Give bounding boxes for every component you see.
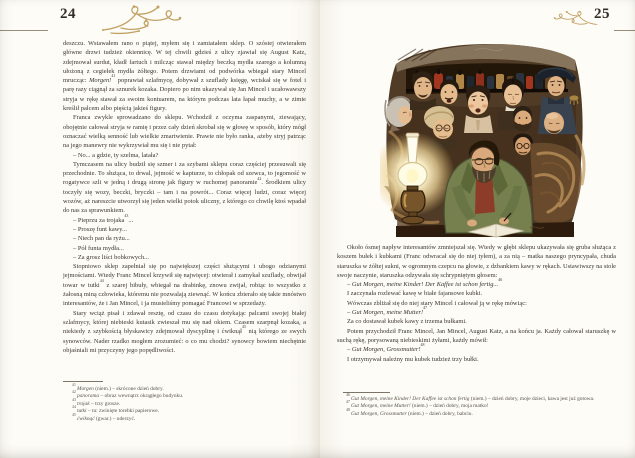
page-25-footnotes: $^{46}$ Gut Morgen, meine Kinder! Der Kaffee ist schon fertig (niem.) – dzień dobry, moje dzieci, kawa jest już gotowa. $^{47}$ Gut Morgen, meine Mutter! (niem.) – dzień dobry, moja matko! $^{48}$ Gut Morgen, Grossmutter (niem.) – dzień dobry, babciu. bbox=[346, 393, 595, 417]
footnote-rule-left bbox=[63, 381, 103, 382]
page-24-footnotes: $^{41}$ Morgen (niem.) – skrócone dzień dobry. $^{42}$ panorama – obraz wewnątrz okrągłego budynku. $^{43}$ trojak – trzy grosze. $^{44}$ tutki – tu: zwinięte torebki papierowe. $^{45}$ ćwiknąć (gwar.) – uderzyć. bbox=[72, 383, 184, 422]
page-25 bbox=[320, 0, 635, 458]
page-number-right: 25 bbox=[594, 6, 610, 22]
bearded-man bbox=[513, 106, 532, 132]
page-25-body-text: Około ósmej napływ interesantów zmniejszał się. Wtedy w głębi sklepu ukazywała się gruba służąca z koszem bułek i kubkami (Franc odwracał się do niej tyłem), a za nią – matka naszego pryncypała, chuda staruszka w żółtej sukni, w ogromnym czepcu na głowie, z dzbankiem kawy w rękach. Ustawiwszy na stole swoje naczynie, staruszka odzywała się schrypniętym głosem: – Gut Morgen, meine Kinder! Der Kaffee ist schon fertig...$^{46}$ I zaczynała rozlewać kawę w białe fajansowe kubki. Wówczas zbliżał się do niej stary Mincel i całował ją w rękę mówiąc: – Gut Morgen, meine Mutter!$^{47}$ Za co dostawał kubek kawy z trzema bułkami. Potem przychodził Franc Mincel, Jan Mincel, August Katz, a na końcu ja. Każdy całował staruszkę w suchą rękę, porysowaną niebieskimi żyłami, każdy mówił: – Gut Morgen, Grossmutter!$^{48}$ I otrzymywał należny mu kubek tudzież trzy bułki. bbox=[337, 244, 616, 363]
shop-illustration bbox=[380, 36, 589, 238]
page-24-body-text: deszczu. Wstawałem rano o piątej, myłem się i zamiatałem sklep. O szóstej otwierałem główne drzwi tudzież okiennicę. W tej chwili gdzieś z ulicy zjawiał się August Katz, zdejmował surdut, kładł fartuch i milcząc stawał między beczką mydła szarego a kolumną ułożoną z cegiełek mydła żółtego. Potem drzwiami od podwórka wbiegał stary Mincel mrucząc: Morgen!$^{41}$ poprawiał szlafmycę, dobywał z szuflady księgę, wciskał się w fotel i parę razy ciągnął za sznurek kozaka. Dopiero po nim ukazywał się Jan Mincel i ucałowawszy stryja w rękę stawał za swoim kontuarem, na którym podczas lata łapał muchy, a w zimie kreślił palcem albo pięścią jakieś figury. Franca zwykle sprowadzano do sklepu. Wchodził z oczyma zaspanymi, ziewający, obojętnie całował stryja w ramię i przez cały dzień skrobał się w głowę w sposób, który mógł oznaczać wielką senność lub wielkie zmartwienie. Prawie nie było ranka, ażeby stryj patrząc na jego manewry nie wykrzywiał mu się i nie pytał: – No... a gdzie, ty szelma, latała? Tymczasem na ulicy budził się szmer i za szybami sklepu coraz częściej przesuwali się przechodnie. To służąca, to drwal, jejmość w kapturze, to chłopak od szewca, to jegomość w rogatywce szli w jedną i drugą stronę jak figury w ruchomej panoramie$^{42}$. Środkiem ulicy toczyły się wozy, beczki, bryczki – tam i na powrót... Coraz więcej ludzi, coraz więcej wozów, aż nareszcie utworzył się jeden wielki potok uliczny, z którego co chwilę ktoś wpadał do nas za sprawunkiem. – Pieprzu za trojaka$^{43}$... – Proszę funt kawy... – Niech pan da ryżu... – Pół funta mydła... – Za grosz liści bobkowych... Stopniowo sklep zapełniał się po największej części służącymi i ubogo odzianymi jejmościami. Wtedy Franc Mincel krzywił się najwięcej: otwierał i zamykał szuflady, obwijał towar w tutki$^{44}$ z szarej bibuły, wbiegał na drabinkę, znowu zwijał, robiąc to wszystko z żałosną miną człowieka, któremu nie pozwalają ziewnąć. W końcu zbierało się takie mnóstwo interesantów, że i Jan Mincel, i ja musieliśmy pomagać Francowi w sprzedaży. Stary wciąż pisał i zdawał resztę, od czasu do czasu dotykając palcami swojej białej szlafmycy, której niebieski kutasik zwieszał mu się nad okiem. Czasem szarpnął kozaka, a niekiedy z szybkością błyskawicy zdejmował dyscyplinę i ćwiknął$^{45}$ nią którego ze swych synowców. Nader rzadko mogłem zrozumieć: o co mu chodzi? synowcy bowiem niechętnie objaśniali mi przyczyny jego popędliwości. bbox=[63, 40, 307, 354]
header-flourish-icon bbox=[554, 3, 598, 35]
header-flourish-icon bbox=[100, 3, 182, 37]
footnote-rule-right bbox=[343, 392, 390, 393]
header-rule-left bbox=[0, 30, 48, 31]
header-rule-right bbox=[614, 30, 635, 31]
page-number-left: 24 bbox=[60, 6, 76, 22]
